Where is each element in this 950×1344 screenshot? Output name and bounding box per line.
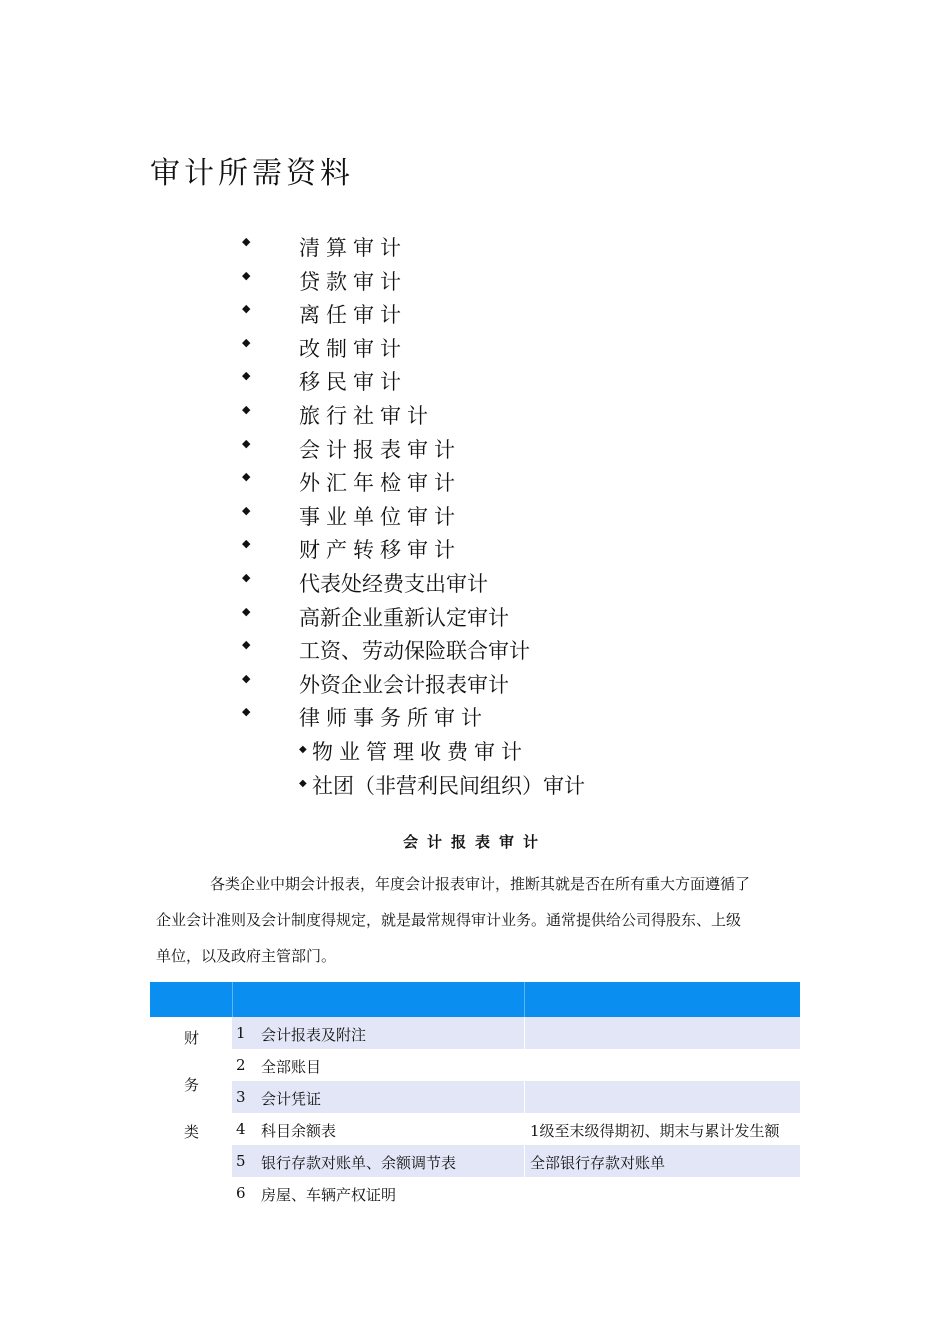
list-item-label: 贷款审计 (299, 269, 407, 294)
list-item-label: 社团（非营利民间组织）审计 (312, 773, 585, 798)
list-item (0, 263, 950, 297)
list-item-label: 代表处经费支出审计 (299, 571, 488, 596)
row-number: 1 (236, 1024, 246, 1042)
list-item-label: 清算审计 (299, 236, 407, 260)
row-number: 5 (236, 1152, 246, 1170)
row-item: 房屋、车辆产权证明 (261, 1186, 397, 1204)
list-item (0, 699, 950, 733)
row-number: 4 (236, 1120, 246, 1138)
list-item-label: 外汇年检审计 (299, 471, 461, 496)
list-item-label: 离任审计 (299, 303, 407, 328)
row-number: 6 (236, 1184, 246, 1202)
category-char: 务 (184, 1076, 200, 1094)
row-note: 全部银行存款对账单 (530, 1154, 666, 1172)
list-item (0, 498, 950, 532)
diamond-bullet-icon: ◆ (242, 638, 251, 652)
diamond-bullet-icon: ◆ (242, 537, 251, 551)
list-item (0, 565, 950, 599)
intro-line: 单位，以及政府主管部门。 (156, 947, 337, 965)
diamond-bullet-icon: ◆ (242, 671, 251, 685)
list-item-label: 物业管理收费审计 (312, 739, 528, 764)
table-row (150, 1017, 800, 1049)
list-item-label: 会计报表审计 (299, 437, 461, 462)
table-row (150, 1177, 800, 1209)
list-item (0, 666, 950, 700)
list-item (0, 599, 950, 633)
column-divider (232, 982, 233, 1017)
list-item-label: 外资企业会计报表审计 (299, 672, 509, 697)
list-item (0, 363, 950, 397)
list-item-label: 高新企业重新认定审计 (299, 605, 509, 630)
list-item (0, 767, 950, 801)
list-item (0, 733, 950, 767)
row-item: 会计报表及附注 (261, 1026, 367, 1044)
row-number: 2 (236, 1056, 246, 1074)
row-item: 会计凭证 (261, 1090, 322, 1108)
diamond-bullet-icon: ◆ (242, 335, 251, 349)
row-item: 银行存款对账单、余额调节表 (261, 1154, 457, 1172)
list-item-label: 旅行社审计 (299, 403, 434, 428)
diamond-bullet-icon: ◆ (242, 369, 251, 383)
list-item-label: 工资、劳动保险联合审计 (299, 639, 530, 664)
row-item: 科目余额表 (261, 1122, 337, 1140)
list-item-label: 改制审计 (299, 336, 407, 361)
list-item (0, 296, 950, 330)
diamond-bullet-icon: ◆ (242, 436, 251, 450)
diamond-bullet-icon: ◆ (242, 604, 251, 618)
audit-type-list (0, 229, 950, 800)
table-header (150, 982, 800, 1017)
materials-table (150, 982, 800, 1209)
list-item (0, 531, 950, 565)
row-number: 3 (236, 1088, 246, 1106)
table-row (150, 1049, 800, 1081)
category-char: 财 (184, 1029, 200, 1047)
diamond-bullet-icon: ◆ (242, 235, 251, 248)
intro-line: 各类企业中期会计报表，年度会计报表审计，推断其就是否在所有重大方面遵循了 (210, 875, 751, 893)
diamond-bullet-icon: ◆ (242, 302, 251, 316)
table-body (150, 1017, 800, 1209)
list-item-label: 律师事务所审计 (299, 706, 488, 731)
page-title: 审计所需资料 (150, 156, 354, 192)
section-heading: 会计报表审计 (402, 833, 547, 851)
list-item (0, 632, 950, 666)
diamond-bullet-icon: ◆ (242, 402, 251, 416)
column-divider (524, 982, 525, 1017)
list-item-label: 移民审计 (299, 370, 407, 395)
diamond-bullet-icon: ◆ (242, 503, 251, 517)
diamond-bullet-icon: ◆ (299, 777, 307, 789)
diamond-bullet-icon: ◆ (299, 743, 307, 755)
table-row (150, 1081, 800, 1113)
list-item (0, 464, 950, 498)
row-item: 全部账目 (261, 1058, 322, 1076)
table-row (150, 1113, 800, 1145)
list-item (0, 397, 950, 431)
diamond-bullet-icon: ◆ (242, 705, 251, 719)
diamond-bullet-icon: ◆ (242, 570, 251, 584)
category-char: 类 (184, 1123, 200, 1141)
list-item (0, 330, 950, 364)
table-row (150, 1145, 800, 1177)
list-item (0, 229, 950, 263)
intro-paragraph (156, 866, 796, 974)
diamond-bullet-icon: ◆ (242, 470, 251, 484)
list-item (0, 431, 950, 465)
list-item-label: 财产转移审计 (299, 538, 461, 563)
diamond-bullet-icon: ◆ (242, 268, 251, 282)
row-note: 1级至末级得期初、期末与累计发生额 (530, 1122, 780, 1140)
intro-line: 企业会计准则及会计制度得规定，就是最常规得审计业务。通常提供给公司得股东、上级 (156, 911, 742, 929)
list-item-label: 事业单位审计 (299, 504, 461, 529)
